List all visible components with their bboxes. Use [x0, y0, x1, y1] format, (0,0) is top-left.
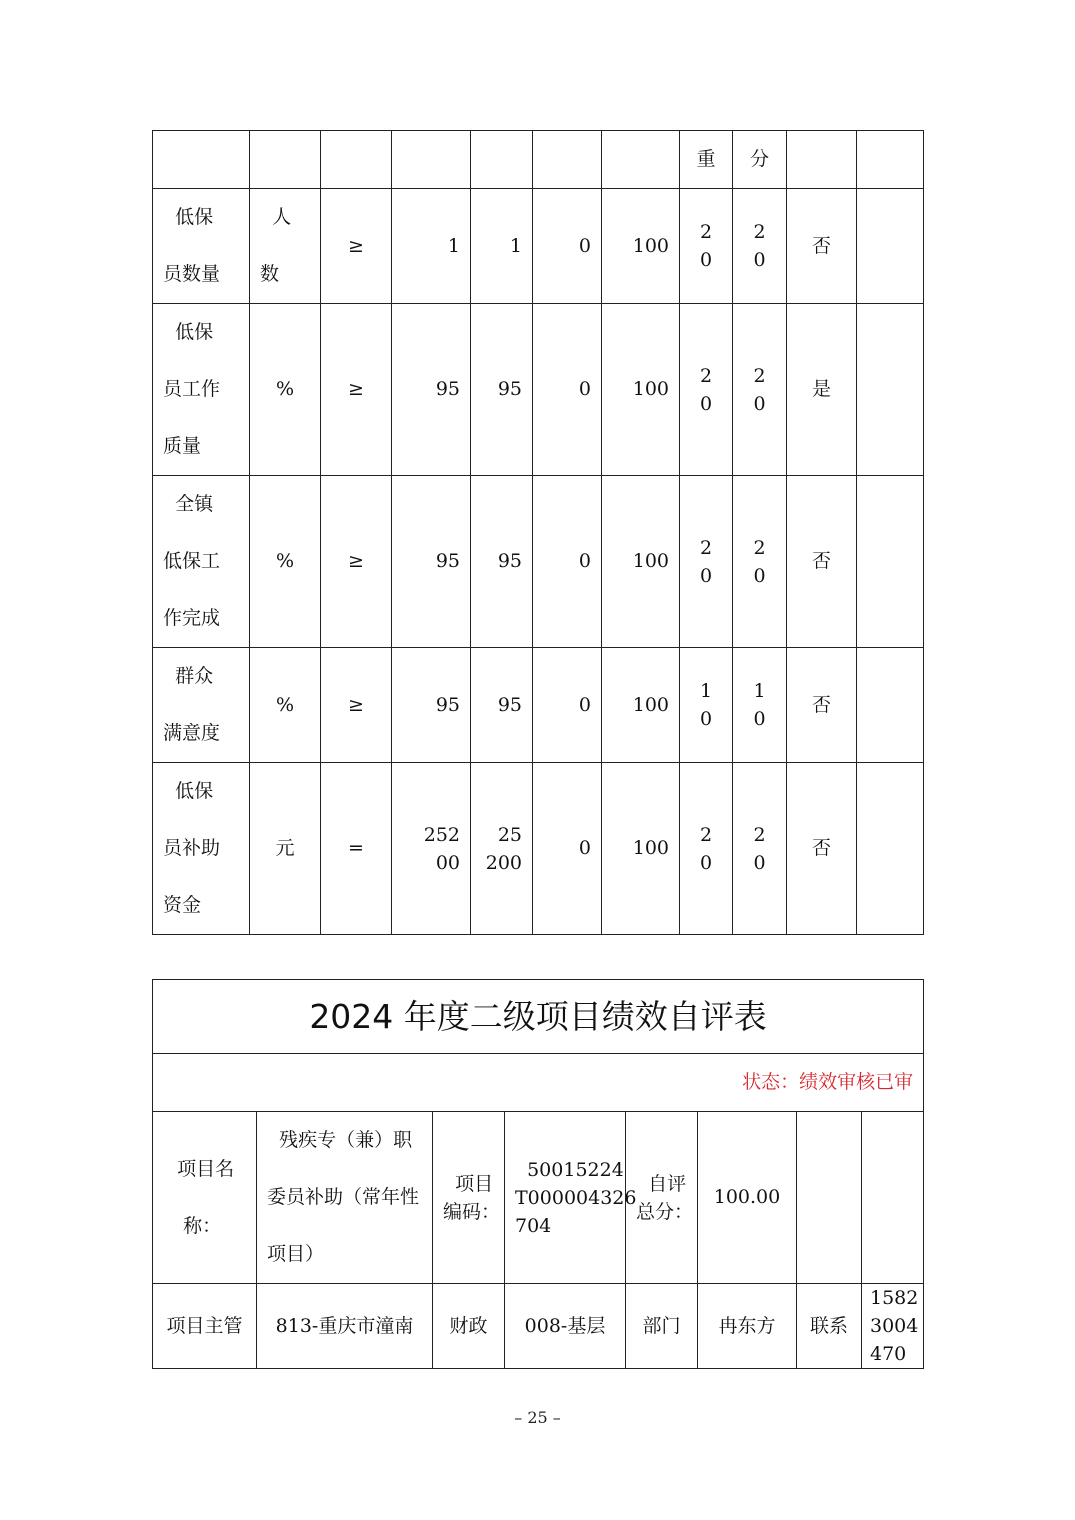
indicator-name: 全镇 低保工 作完成	[153, 476, 250, 648]
indicator-target: 252 00	[392, 763, 471, 935]
indicator-score: 2 0	[733, 304, 787, 476]
header-cell-weight: 重	[680, 131, 733, 189]
indicator-flag: 否	[787, 189, 857, 304]
section-label: 部门	[626, 1284, 698, 1369]
indicator-unit: 人 数	[250, 189, 321, 304]
project-code-label: 项目 编码：	[433, 1112, 505, 1284]
header-cell-score: 分	[733, 131, 787, 189]
indicator-actual: 95	[471, 476, 533, 648]
indicator-target: 95	[392, 304, 471, 476]
indicator-deviation: 0	[533, 763, 602, 935]
table-row	[153, 189, 924, 304]
project-name-label: 项目名 称：	[153, 1112, 257, 1284]
indicator-target: 95	[392, 648, 471, 763]
empty-cell	[797, 1112, 862, 1284]
title-row	[153, 980, 924, 1054]
indicator-note	[857, 476, 924, 648]
indicator-unit: %	[250, 648, 321, 763]
indicator-unit: 元	[250, 763, 321, 935]
finance-value: 008-基层	[505, 1284, 626, 1369]
header-cell	[392, 131, 471, 189]
project-name: 残疾专（兼）职 委员补助（常年性 项目）	[257, 1112, 433, 1284]
status-row	[153, 1054, 924, 1112]
indicator-completion: 100	[602, 189, 680, 304]
department-row	[153, 1284, 924, 1369]
indicator-score: 2 0	[733, 763, 787, 935]
indicator-operator: ≥	[321, 476, 392, 648]
indicator-flag: 否	[787, 476, 857, 648]
finance-label: 财政	[433, 1284, 505, 1369]
table-row	[153, 476, 924, 648]
contact-label: 联系	[797, 1284, 862, 1369]
indicator-target: 95	[392, 476, 471, 648]
indicator-completion: 100	[602, 304, 680, 476]
table-row	[153, 304, 924, 476]
indicator-completion: 100	[602, 763, 680, 935]
indicator-weight: 2 0	[680, 189, 733, 304]
page-number: – 25 –	[514, 1408, 561, 1427]
indicator-deviation: 0	[533, 476, 602, 648]
header-cell	[602, 131, 680, 189]
indicator-score: 2 0	[733, 189, 787, 304]
indicator-actual: 1	[471, 189, 533, 304]
department-value: 813-重庆市潼南	[257, 1284, 433, 1369]
header-cell	[321, 131, 392, 189]
contact-person: 冉东方	[698, 1284, 797, 1369]
indicator-weight: 1 0	[680, 648, 733, 763]
project-info-row	[153, 1112, 924, 1284]
table-row	[153, 763, 924, 935]
indicator-completion: 100	[602, 648, 680, 763]
header-cell	[787, 131, 857, 189]
self-score-label: 自评 总分：	[626, 1112, 698, 1284]
table-row	[153, 648, 924, 763]
indicator-actual: 95	[471, 304, 533, 476]
indicator-flag: 否	[787, 763, 857, 935]
indicator-operator: ≥	[321, 189, 392, 304]
indicator-deviation: 0	[533, 304, 602, 476]
project-code: 50015224 T000004326 704	[505, 1112, 626, 1284]
indicator-unit: %	[250, 304, 321, 476]
indicator-flag: 是	[787, 304, 857, 476]
self-score-value: 100.00	[698, 1112, 797, 1284]
indicator-note	[857, 648, 924, 763]
header-cell	[153, 131, 250, 189]
header-cell	[250, 131, 321, 189]
indicator-score: 2 0	[733, 476, 787, 648]
indicator-operator: =	[321, 763, 392, 935]
indicator-weight: 2 0	[680, 476, 733, 648]
header-cell	[857, 131, 924, 189]
indicator-deviation: 0	[533, 189, 602, 304]
indicator-weight: 2 0	[680, 304, 733, 476]
indicator-actual: 95	[471, 648, 533, 763]
indicator-name: 低保 员数量	[153, 189, 250, 304]
indicator-weight: 2 0	[680, 763, 733, 935]
status-badge: 状态：绩效审核已审	[153, 1054, 924, 1112]
indicator-name: 群众 满意度	[153, 648, 250, 763]
performance-indicator-table	[152, 130, 924, 935]
indicator-deviation: 0	[533, 648, 602, 763]
indicator-name: 低保 员补助 资金	[153, 763, 250, 935]
form-title: 2024 年度二级项目绩效自评表	[153, 980, 924, 1054]
indicator-note	[857, 189, 924, 304]
header-cell	[533, 131, 602, 189]
indicator-note	[857, 763, 924, 935]
self-evaluation-table	[152, 979, 924, 1369]
indicator-actual: 25 200	[471, 763, 533, 935]
department-label: 项目主管	[153, 1284, 257, 1369]
indicator-operator: ≥	[321, 304, 392, 476]
indicator-flag: 否	[787, 648, 857, 763]
indicator-completion: 100	[602, 476, 680, 648]
contact-phone: 1582 3004 470	[862, 1284, 924, 1369]
table-header-row	[153, 131, 924, 189]
indicator-score: 1 0	[733, 648, 787, 763]
indicator-operator: ≥	[321, 648, 392, 763]
empty-cell	[862, 1112, 924, 1284]
indicator-unit: %	[250, 476, 321, 648]
header-cell	[471, 131, 533, 189]
indicator-name: 低保 员工作 质量	[153, 304, 250, 476]
indicator-note	[857, 304, 924, 476]
indicator-target: 1	[392, 189, 471, 304]
